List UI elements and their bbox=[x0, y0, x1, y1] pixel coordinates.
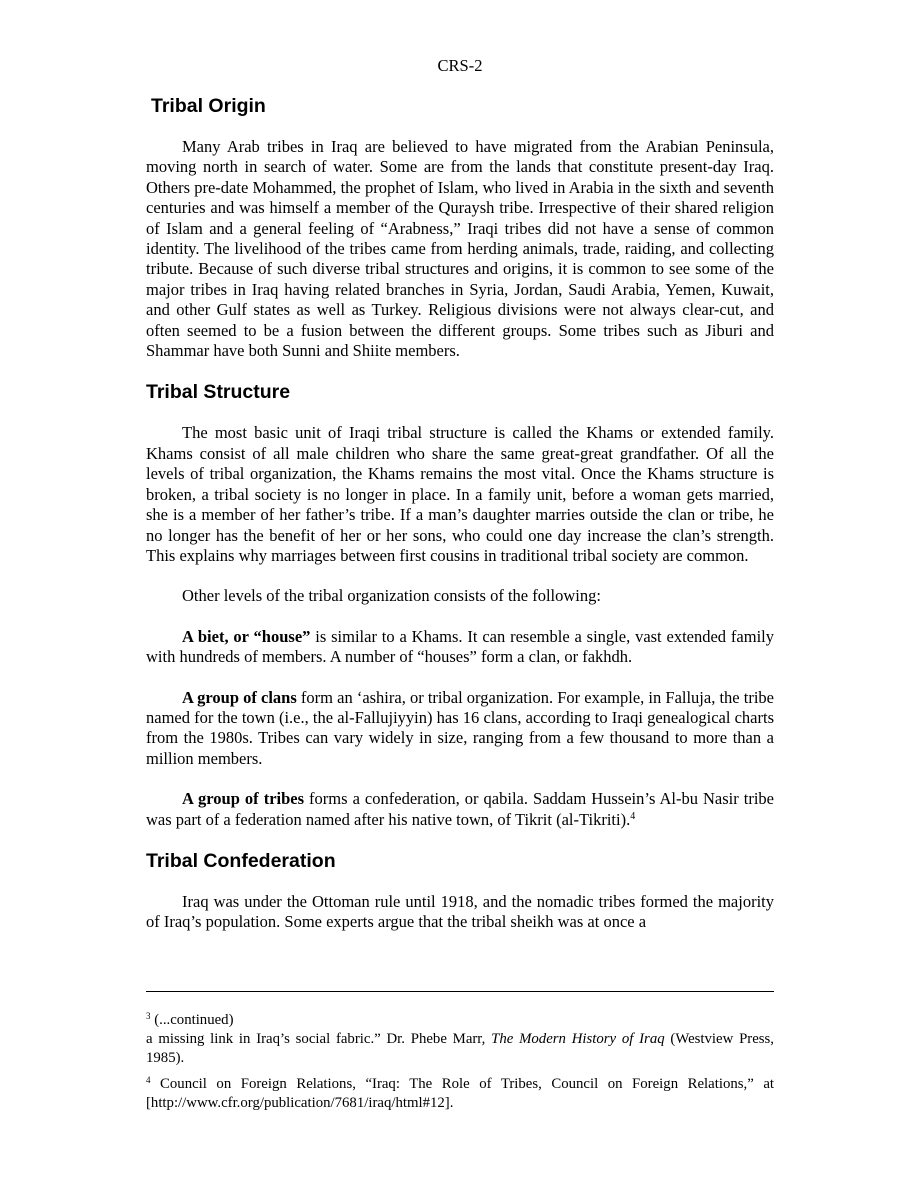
footnote-3-continued: (...continued) bbox=[150, 1012, 234, 1028]
paragraph-clans bbox=[146, 688, 774, 770]
page-header: CRS-2 bbox=[437, 56, 483, 75]
paragraph-structure-levels: Other levels of the tribal organization consists of the following: bbox=[182, 586, 601, 606]
text-biet: is similar to a Khams. It can resemble a single, vast extended family with hundreds of members. A number of “houses” form a clan, or fakhdh. bbox=[146, 626, 774, 667]
footnote-3 bbox=[146, 1011, 774, 1068]
text-tribes: forms a confederation, or qabila. Saddam Hussein’s Al-bu Nasir tribe was part of a federation named after his native town, of Tikrit (al-Tikriti). bbox=[146, 789, 775, 829]
footnote-3-number: 3 bbox=[146, 1011, 151, 1021]
footnote-ref-4[interactable]: 4 bbox=[630, 810, 636, 822]
footnote-3-text-after: (Westview Press, 1985). bbox=[146, 1031, 775, 1066]
footnote-3-first-line bbox=[146, 1011, 774, 1030]
paragraph-confederation: Iraq was under the Ottoman rule until 1918, and the nomadic tribes formed the majority of Iraq’s population. Some experts argue that the tribal sheikh was at once a bbox=[146, 891, 774, 932]
footnote-4 bbox=[146, 1075, 774, 1113]
footnote-4-number: 4 bbox=[146, 1075, 151, 1085]
document-body bbox=[146, 92, 774, 933]
footnote-3-body bbox=[146, 1030, 774, 1068]
footnote-divider bbox=[146, 991, 774, 992]
footnote-3-book-title: The Modern History of Iraq bbox=[491, 1031, 665, 1047]
term-biet: A biet, or “house” bbox=[182, 626, 311, 646]
heading-tribal-structure: Tribal Structure bbox=[146, 381, 291, 404]
paragraph-biet bbox=[146, 627, 774, 668]
heading-tribal-origin: Tribal Origin bbox=[151, 95, 266, 117]
footnote-3-text-before: a missing link in Iraq’s social fabric.” Dr. Phebe Marr, bbox=[146, 1031, 492, 1047]
paragraph-tribes bbox=[146, 789, 774, 830]
paragraph-origin: Many Arab tribes in Iraq are believed to have migrated from the Arabian Peninsula, moving north in search of water. Some are from the lands that constitute present-day Iraq. Others pre-date Mohammed, the prophet of Islam, who lived in Arabia in the sixth and seventh centuries and was himself a member of the Quraysh tribe. Irrespective of their shared religion of Islam and a general feeling of “Arabness,” Iraqi tribes did not have a sense of common identity. The livelihood of the tribes came from herding animals, trade, raiding, and collecting tribute. Because of such diverse tribal structures and origins, it is common to see some of the major tribes in Iraq having related branches in Syria, Jordan, Saudi Arabia, Yemen, Kuwait, and other Gulf states as well as Turkey. Religious divisions were not always clear-cut, and often seemed to be a fusion between the different groups. Some tribes such as Jiburi and Shammar have both Sunni and Shiite members. bbox=[146, 137, 774, 361]
term-tribes: A group of tribes bbox=[182, 789, 305, 809]
term-clans: A group of clans bbox=[182, 687, 297, 707]
text-clans: form an ‘ashira, or tribal organization. For example, in Falluja, the tribe named for the town (i.e., the al-Fallujiyyin) has 16 clans, according to Iraqi genealogical charts from the 1980s. Tribes can vary widely in size, ranging from a few thousand to more than a million members. bbox=[146, 687, 774, 768]
paragraph-structure-khams: The most basic unit of Iraqi tribal structure is called the Khams or extended family. Khams consist of all male children who share the same great-great grandfather. Of all the levels of tribal organization, the Khams remains the most vital. Once the Khams structure is broken, a tribal society is no longer in place. In a family unit, before a woman gets married, she is a member of her father’s tribe. If a man’s daughter marries outside the clan or tribe, he no longer has the benefit of her or her sons, who could one day increase the clan’s strength. This explains why marriages between first cousins in traditional tribal society are common. bbox=[146, 423, 774, 565]
footnote-4-text: Council on Foreign Relations, “Iraq: The Role of Tribes, Council on Foreign Relations,” at [http://www.cfr.org/publication/7681/iraq/html#12]. bbox=[146, 1076, 774, 1111]
heading-tribal-confederation: Tribal Confederation bbox=[146, 849, 336, 872]
